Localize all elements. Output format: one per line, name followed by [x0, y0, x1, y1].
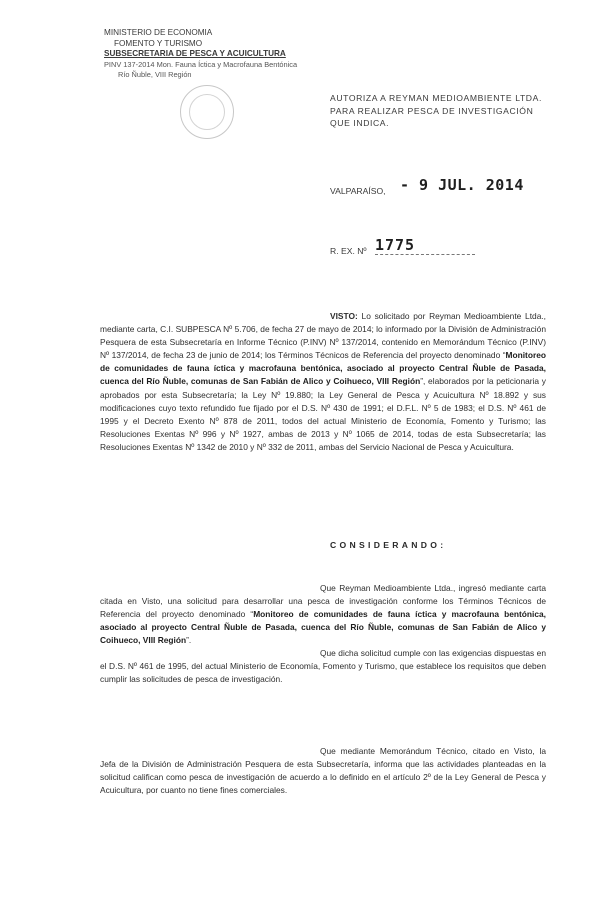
ministry-name: MINISTERIO DE ECONOMIA — [104, 28, 213, 37]
visto-text-a: Lo solicitado por Reyman Medioambiente Ltda., mediante carta, C.I. SUBPESCA Nº 5.706, de fecha 27 de mayo de 2014; lo informado por la División de Administración Pesquera de esta Subsecretaría en Informe Técnico (P.INV) Nº 137/2014, contenido en Memorándum Técnico (P.INV) Nº 137/2014, de fecha 23 de junio de 2014; los Términos Técnicos de Referencia del proyecto denominado “ — [100, 311, 546, 361]
date-line — [330, 176, 524, 198]
considerando-paragraph-3 — [100, 745, 546, 797]
visto-paragraph — [100, 310, 546, 454]
subsecretaria-name: SUBSECRETARIA DE PESCA Y ACUICULTURA — [104, 49, 286, 58]
reference-line-2: Río Ñuble, VIII Región — [118, 70, 192, 79]
resolution-subject: AUTORIZA A REYMAN MEDIOAMBIENTE LTDA. PARA REALIZAR PESCA DE INVESTIGACIÓN QUE INDICA. — [330, 93, 542, 128]
ministry-name-2: FOMENTO Y TURISMO — [114, 38, 203, 48]
official-seal-stamp — [180, 85, 234, 139]
considerando-paragraph-2 — [100, 647, 546, 686]
considerando-heading: CONSIDERANDO: — [330, 540, 447, 550]
considerando-1-project-name: Monitoreo de comunidades de fauna íctica y macrofauna bentónica, asociado al proyecto Central Ñuble de Pasada, cuenca del Río Ñuble, comunas de San Fabián de Alico y Coihueco, VIII Región — [100, 609, 546, 646]
stamped-date: - 9 JUL. 2014 — [399, 176, 524, 194]
visto-label: VISTO: — [330, 311, 358, 321]
considerando-paragraph-1 — [100, 582, 546, 647]
resolution-number: 1775 — [375, 236, 475, 255]
resolution-number-label: R. EX. Nº — [330, 246, 367, 256]
considerando-2-text: Que dicha solicitud cumple con las exigencias dispuestas en el D.S. Nº 461 de 1995, del actual Ministerio de Economía, Fomento y Turismo, que establece los requisitos que deben cumplir las solicitudes de pesca de investigación. — [100, 648, 546, 685]
considerando-3-text: Que mediante Memorándum Técnico, citado en Visto, la Jefa de la División de Administración Pesquera de esta Subsecretaría, informa que las actividades planteadas en la solicitud califican como pesca de investigación de acuerdo a lo definido en el artículo 2º de la Ley General de Pesca y Acuicultura, por cuanto no tiene fines comerciales. — [100, 746, 546, 796]
reference-line-1: PINV 137-2014 Mon. Fauna Íctica y Macrofauna Bentónica — [104, 59, 298, 69]
visto-text-b: ”, elaborados por la peticionaria y aprobados por esta Subsecretaría; la Ley Nº 19.880; la Ley General de Pesca y Acuicultura Nº 18.892 y sus modificaciones cuyo texto refundido fue fijado por el D.S. Nº 430 de 1991; el D.F.L. Nº 5 de 1983; el D.S. Nº 461 de 1995 y el Decreto Exento Nº 878 de 2011, todos del actual Ministerio de Economía, Fomento y Turismo; las Resoluciones Exentas Nº 996 y Nº 1927, ambas de 2013 y Nº 1065 de 2014, todas de esta Subsecretaría; las Resoluciones Exentas Nº 1342 de 2010 y Nº 332 de 2011, ambas del Servicio Nacional de Pesca y Acuicultura. — [100, 376, 546, 452]
visto-project-name: Monitoreo de comunidades de fauna íctica y macrofauna bentónica, asociado al proyecto Central Ñuble de Pasada, cuenca del Río Ñuble, comunas de San Fabián de Alico y Coihueco, VIII Región — [100, 350, 546, 387]
city: VALPARAÍSO, — [330, 186, 386, 196]
resolution-number-line — [330, 236, 475, 259]
considerando-1-text-b: ”. — [186, 635, 192, 646]
considerando-1-text-a: Que Reyman Medioambiente Ltda., ingresó mediante carta citada en Visto, una solicitud para desarrollar una pesca de investigación conforme los Términos Técnicos de Referencia del proyecto denominado “ — [100, 583, 546, 620]
letterhead — [104, 28, 297, 81]
